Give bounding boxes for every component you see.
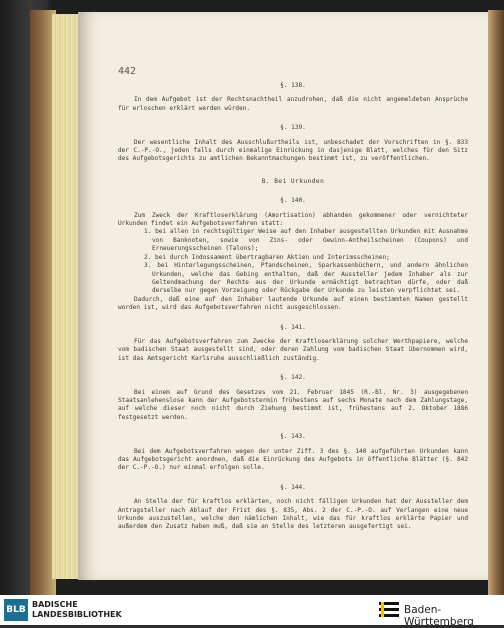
paragraph: Bei dem Aufgebotsverfahren wegen der unter Ziff. 3 des §. 140 aufgeführten Urkunden kann das Aufgebotsgericht anordnen, daß die Einrückung des Aufgebots in öffentliche Blätter (§. 842 der C.-P.-O.) nur einmal erfolgen solle. <box>118 447 468 472</box>
paragraph: In dem Aufgebot ist der Rechtsnachtheil anzudrohen, daß die nicht angemeldeten Ansprüche für erloschen erklärt werden würden. <box>118 96 468 112</box>
list-item: 3. bei Hinterlegungsscheinen, Pfandscheinen, Sparkassenbüchern, und andern ähnlichen Urkunden, welche das Gebing enthalten, daß der Aussteller jedem Inhaber als zur Geltendmachung der Rechte aus der Urkunde ermächtigt betrachten dürfe, oder daß derselbe nur gegen Vorzeigung oder Rückgabe der Urkunde zu leisten verpflichtet sei. <box>144 262 468 295</box>
blb-name-line2: LANDESBIBLIOTHEK <box>32 610 122 619</box>
section-number: §. 138. <box>280 82 306 89</box>
spacer <box>118 363 468 374</box>
spacer <box>118 164 468 178</box>
paragraph: An Stelle der für kraftlos erklärten, noch nicht fälligen Urkunden hat der Aussteller dem Antragsteller nach Ablauf der Frist des §. 835, Abs. 2 der C.-P.-O. auf Verlangen eine neue Urkunde auszustellen, welche den nämlichen Inhalt, wie das für kraftlos erklärte Papier und außerdem den Zusatz haben muß, daß sie an Stelle des letzteren ausgefertigt sei. <box>118 498 468 531</box>
blb-logo-icon[interactable]: BLB <box>4 599 28 621</box>
spacer <box>118 313 468 324</box>
page-number: 442 <box>118 66 137 77</box>
spacer <box>118 473 468 484</box>
blb-name[interactable] <box>32 600 122 620</box>
list-item: 2. bei durch Indossament übertragbaren Aktien und Interimsscheinen; <box>144 253 390 261</box>
section-number: §. 141. <box>280 323 306 331</box>
section-number: §. 139. <box>280 124 306 132</box>
spacer <box>118 186 468 197</box>
section-number: §. 142. <box>280 374 306 382</box>
paragraph: Zum Zweck der Kraftloserklärung (Amortisation) abhanden gekommener oder vernichteter Urkunden findet ein Aufgebotsverfahren statt: <box>118 211 468 228</box>
spacer <box>118 113 468 124</box>
footer-bar <box>0 595 504 628</box>
book-binding-edge <box>488 10 504 595</box>
section-number: §. 140. <box>280 197 306 205</box>
baden-wuerttemberg-lions-icon[interactable] <box>378 600 400 620</box>
section-heading: B. Bei Urkunden <box>261 177 325 185</box>
paragraph: Der wesentliche Inhalt des Ausschlußurtheils ist, unbeschadet der Vorschriften in §. 833 der C.-P.-O., jeden falls durch einmalige Einrückung in dasjenige Blatt, welches für den Sitz des Aufgebotsgerichts zu amtlichen Bekanntmachungen bestimmt ist, zu veröffentlichen. <box>118 138 468 163</box>
blb-name-line1: BADISCHE <box>32 600 78 609</box>
bw-name[interactable]: Baden-Württemberg <box>404 604 474 628</box>
paragraph: Für das Aufgebotsverfahren zum Zwecke der Kraftloserklärung solcher Werthpapiere, welche vom badischen Staat ausgestellt sind, oder deren Zahlung vom badischen Staat übernommen wird, ist das Amtsgericht Karlsruhe ausschließlich zuständig. <box>118 337 468 362</box>
section-number: §. 143. <box>280 433 306 441</box>
paragraph: Dadurch, daß eine auf den Inhaber lautende Urkunde auf einen bestimmten Namen gestellt worden ist, wird das Aufgebotsverfahren nicht ausgeschlossen. <box>118 295 468 312</box>
list-item: 1. bei allen in rechtsgültiger Weise auf den Inhaber ausgestellten Urkunden mit Ausnahme von Banknoten, sowie von Zins- oder Gewinn-Antheilscheinen (Coupons) und Erneuerungsscheinen (Talons); <box>144 228 468 253</box>
spacer <box>118 422 468 433</box>
paragraph: Bei einem auf Grund des Gesetzes vom 21. Februar 1845 (R.-Bl. Nr. 3) ausgegebenen Staatsanlehenslose kann der Aufgebotstermin frühestens auf sechs Monate nach dem Zahlungstage, auf welche dieser noch nicht durch Ziehung bestimmt ist, frühestens auf 2. Oktober 1886 festgesetzt werden. <box>118 388 468 421</box>
section-number: §. 144. <box>280 483 306 491</box>
page-text <box>118 82 468 532</box>
